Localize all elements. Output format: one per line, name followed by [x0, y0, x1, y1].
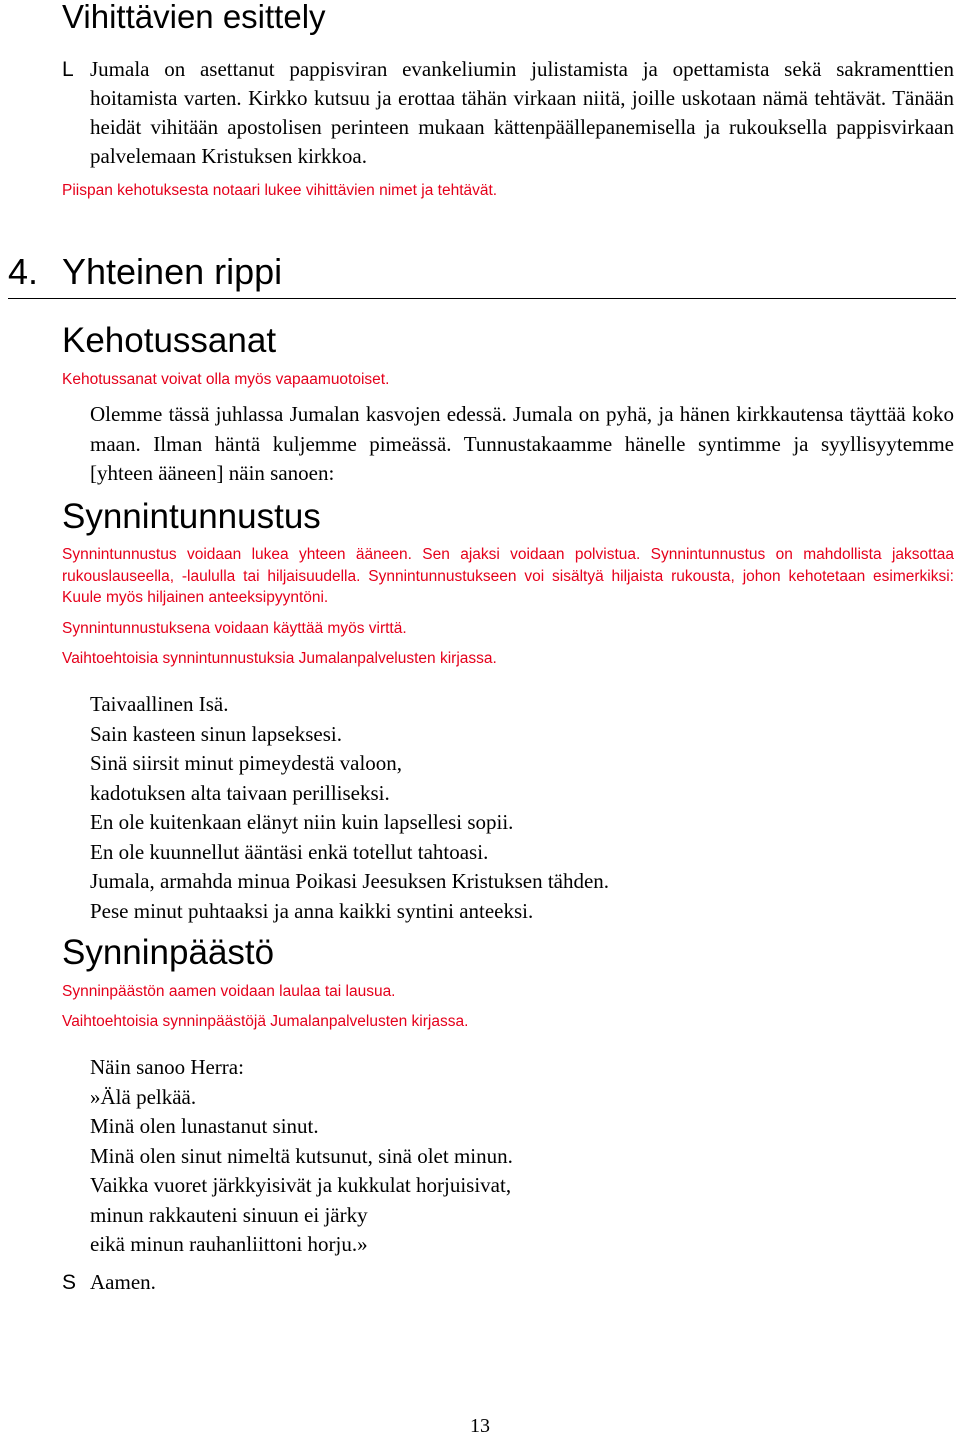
synnintunnustus-rubric-2: Synnintunnustuksena voidaan käyttää myös virttä.	[62, 620, 407, 637]
kehotussanat-rubric: Kehotussanat voivat olla myös vapaamuotoiset.	[62, 371, 390, 388]
synnintunnustus-rubric-3: Vaihtoehtoisia synnintunnustuksia Jumalanpalvelusten kirjassa.	[62, 650, 497, 667]
absolution-line: Vaikka vuoret järkkyisivät ja kukkulat horjuisivat,	[90, 1173, 512, 1197]
synninpaasto-heading: Synninpäästö	[62, 933, 275, 972]
congregation-response: Aamen.	[90, 1270, 156, 1294]
kehotussanat-heading: Kehotussanat	[62, 321, 277, 360]
synninpaasto-text	[90, 1053, 513, 1260]
confession-line: Pese minut puhtaaksi ja anna kaikki syntini anteeksi.	[90, 898, 534, 923]
absolution-line: »Älä pelkää.	[90, 1084, 197, 1109]
synnintunnustus-text	[90, 690, 609, 926]
absolution-line: Minä olen lunastanut sinut.	[90, 1114, 319, 1138]
absolution-line: eikä minun rauhanliittoni horju.»	[90, 1232, 368, 1256]
confession-line: En ole kuitenkaan elänyt niin kuin lapsellesi sopii.	[90, 810, 514, 834]
confession-line: kadotuksen alta taivaan perilliseksi.	[90, 780, 390, 805]
congregation-response-row	[62, 1268, 954, 1297]
confession-line: Jumala, armahda minua Poikasi Jeesuksen Kristuksen tähden.	[90, 869, 610, 893]
section-number: 4.	[8, 251, 39, 292]
intro-title: Vihittävien esittely	[62, 0, 326, 35]
confession-line: Sinä siirsit minut pimeydestä valoon,	[90, 751, 403, 775]
intro-rubric: Piispan kehotuksesta notaari lukee vihittävien nimet ja tehtävät.	[62, 182, 498, 199]
absolution-line: Näin sanoo Herra:	[90, 1055, 244, 1079]
synnintunnustus-heading: Synnintunnustus	[62, 497, 321, 536]
section-heading	[8, 251, 956, 299]
confession-line: Taivaallinen Isä.	[90, 692, 229, 716]
confession-line: Sain kasteen sinun lapseksesi.	[90, 721, 342, 746]
role-marker-s: S	[62, 1271, 77, 1294]
role-marker-l: L	[62, 58, 74, 81]
absolution-line: Minä olen sinut nimeltä kutsunut, sinä olet minun.	[90, 1143, 513, 1168]
synnintunnustus-rubric-1: Synnintunnustus voidaan lukea yhteen ääneen. Sen ajaksi voidaan polvistua. Synnintunnustus on mahdollista jaksottaa rukouslauseella, -laululla tai hiljaisuudella. Synnintunnustukseen voi sisältyä hiljaista rukousta, johon kehotetaan esimerkiksi: Kuule myös hiljainen anteeksipyyntöni.	[62, 546, 954, 606]
confession-line: En ole kuunnellut ääntäsi enkä totellut tahtoasi.	[90, 839, 489, 864]
page-number: 13	[470, 1415, 490, 1437]
section-title: Yhteinen rippi	[62, 251, 283, 292]
intro-liturgist-row	[62, 55, 954, 171]
synninpaasto-rubric-2: Vaihtoehtoisia synninpäästöjä Jumalanpalvelusten kirjassa.	[62, 1013, 469, 1030]
absolution-line: minun rakkauteni sinuun ei järky	[90, 1202, 368, 1227]
synninpaasto-rubric-1: Synninpäästön aamen voidaan laulaa tai lausua.	[62, 983, 396, 1000]
kehotussanat-paragraph: Olemme tässä juhlassa Jumalan kasvojen edessä. Jumala on pyhä, ja hänen kirkkautensa täyttää koko maan. Ilman häntä kuljemme pimeässä. Tunnustakaamme hänelle syntimme ja syyllisyytemme [yhteen ääneen] näin sanoen:	[90, 402, 954, 485]
intro-paragraph: Jumala on asettanut pappisviran evankeliumin julistamista ja opettamista sekä sakramenttien hoitamista varten. Kirkko kutsuu ja erottaa tähän virkaan niitä, joille uskotaan nämä tehtävät. Tänään heidät vihitään apostolisen perinteen mukaan kättenpäällepanemisella ja rukouksella pappisvirkaan palvelemaan Kristuksen kirkkoa.	[90, 57, 954, 168]
